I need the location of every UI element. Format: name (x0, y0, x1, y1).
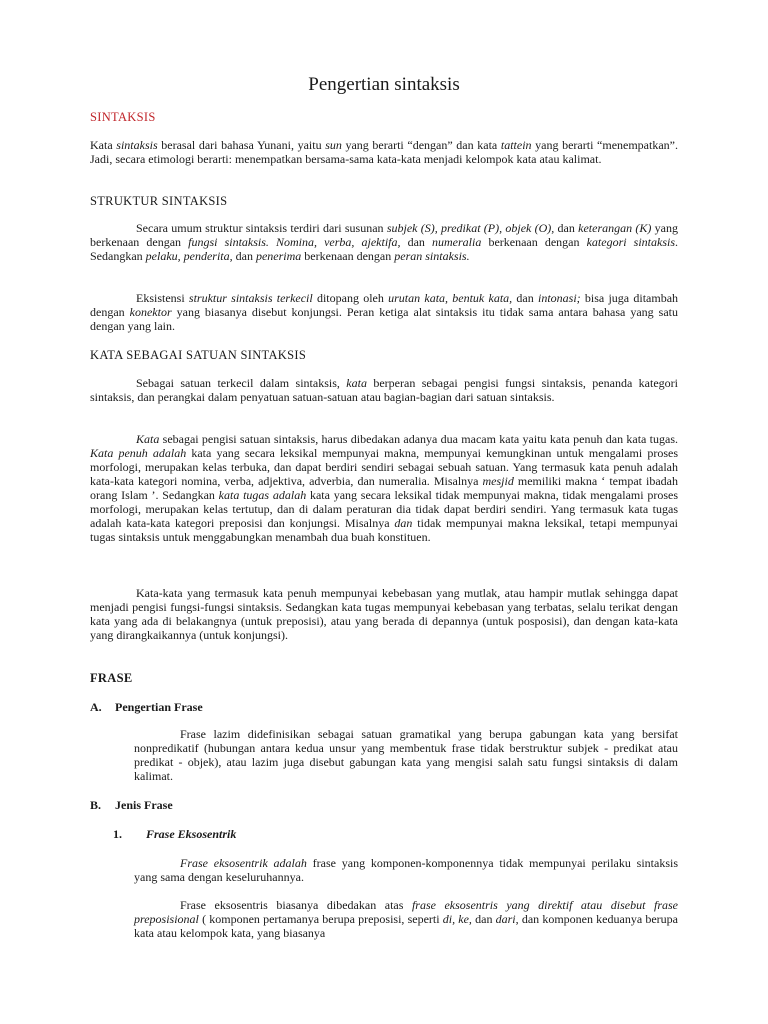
paragraph: Eksistensi struktur sintaksis terkecil ditopang oleh urutan kata, bentuk kata, dan intonasi; bisa juga ditambah dengan konektor yang biasanya disebut konjungsi. Peran ketiga alat sintaksis itu tidak sama antara bahasa yang satu dengan yang lain. (90, 291, 679, 333)
italic-term: peran sintaksis. (394, 249, 470, 263)
subheading-label: Frase Eksosentrik (146, 827, 237, 841)
paragraph: Sebagai satuan terkecil dalam sintaksis, kata berperan sebagai pengisi fungsi sintaksis, penanda kategori sintaksis, dan perangkai dalam penyatuan satuan-satuan atau bagian-bagian dari satuan sintaksis. (90, 376, 679, 404)
paragraph: Secara umum struktur sintaksis terdiri dari susunan subjek (S), predikat (P), objek (O), dan keterangan (K) yang berkenaan dengan fungsi sintaksis. Nomina, verba, ajektifa, dan numeralia berkenaan dengan kategori sintaksis. Sedangkan pelaku, penderita, dan penerima berkenaan dengan peran sintaksis. (90, 221, 679, 263)
italic-term: numeralia (432, 235, 482, 249)
italic-term: sun (325, 138, 342, 152)
italic-term: Frase eksosentrik adalah (180, 856, 307, 870)
subheading-number: B. (90, 798, 102, 812)
italic-term: dan (394, 516, 413, 530)
italic-term: keterangan (K) (578, 221, 652, 235)
subheading-label: Jenis Frase (115, 798, 173, 812)
italic-term: kata (346, 376, 367, 390)
subheading-number: 1. (113, 827, 122, 841)
subheading-jenis-frase (90, 797, 173, 813)
italic-term: urutan kata, bentuk kata, (388, 291, 513, 305)
paragraph: Kata sintaksis berasal dari bahasa Yunani, yaitu sun yang berarti “dengan” dan kata tattein yang berarti “menempatkan”. Jadi, secara etimologi berarti: menempatkan bersama-sama kata-kata menjadi kelompok kata atau kalimat. (90, 138, 678, 166)
italic-term: penerima (255, 249, 302, 263)
italic-term: kata tugas adalah (218, 488, 307, 502)
italic-term: intonasi; (537, 291, 581, 305)
italic-term: Kata penuh adalah (90, 446, 187, 460)
italic-term: struktur sintaksis terkecil (188, 291, 313, 305)
italic-term: konektor (129, 305, 172, 319)
italic-term: subjek (S), predikat (P), objek (O), (386, 221, 555, 235)
subheading-frase-eksosentrik (113, 826, 236, 842)
subheading-number: A. (90, 700, 102, 714)
italic-term: kategori sintaksis (586, 235, 676, 249)
italic-term: dari (495, 912, 516, 926)
italic-term: sintaksis (116, 138, 158, 152)
section-heading-sintaksis: SINTAKSIS (90, 110, 156, 124)
italic-term: di, ke, (442, 912, 472, 926)
paragraph: Frase eksosentris biasanya dibedakan atas frase eksosentris yang direktif atau disebut frase preposisional ( komponen pertamanya berupa preposisi, seperti di, ke, dan dari, dan komponen keduanya berupa kata atau kelompok kata, yang biasanya (134, 898, 678, 940)
paragraph: Kata sebagai pengisi satuan sintaksis, harus dibedakan adanya dua macam kata yaitu kata penuh dan kata tugas. Kata penuh adalah kata yang secara leksikal mempunyai makna, mempunyai kemungkinan untuk mengalami proses morfologi, merupakan kelas terbuka, dan dapat berdiri sendiri sebagai sebuah satuan. Yang termasuk kata penuh adalah kata-kata kategori nomina, verba, adjektiva, adverbia, dan numeralia. Misalnya mesjid memiliki makna ‘ tempat ibadah orang Islam ’. Sedangkan kata tugas adalah kata yang secara leksikal tidak mempunyai makna, tidak mengalami proses morfologi, merupakan kelas tertutup, dan di dalam peraturan dia tidak dapat berdiri sendiri. Yang termasuk kata tugas adalah kata-kata kategori preposisi dan konjungsi. Misalnya dan tidak mempunyai makna leksikal, tetapi mempunyai tugas sintaksis untuk menggabungkan menambah dua buah konstituen. (90, 432, 678, 544)
italic-term: frase eksosentris yang direktif atau disebut frase preposisional (134, 898, 678, 926)
paragraph: Frase lazim didefinisikan sebagai satuan gramatikal yang berupa gabungan kata yang bersifat nonpredikatif (hubungan antara kedua unsur yang membentuk frase tidak berstruktur subjek - predikat atau predikat - objek), atau lazim juga disebut gabungan kata yang mengisi salah satu fungsi sintaksis di dalam kalimat. (134, 727, 678, 783)
section-heading-frase: FRASE (90, 671, 133, 685)
italic-term: fungsi sintaksis. Nomina, verba, ajektifa, (188, 235, 401, 249)
italic-term: Kata (136, 432, 160, 446)
subheading-pengertian-frase (90, 699, 203, 715)
page-title: Pengertian sintaksis (308, 74, 460, 95)
subheading-label: Pengertian Frase (115, 700, 203, 714)
paragraph: Frase eksosentrik adalah frase yang komponen-komponennya tidak mempunyai perilaku sintaksis yang sama dengan keseluruhannya. (134, 856, 678, 884)
paragraph: Kata-kata yang termasuk kata penuh mempunyai kebebasan yang mutlak, atau hampir mutlak sehingga dapat menjadi pengisi fungsi-fungsi sintaksis. Sedangkan kata tugas mempunyai kebebasan yang terbatas, selalu terikat dengan kata yang ada di belakangnya (untuk preposisi), atau yang berada di depannya (untuk posposisi), dan dengan kata-kata yang dirangkaikannya (untuk konjungsi). (90, 586, 678, 642)
section-heading-struktur-sintaksis: STRUKTUR SINTAKSIS (90, 194, 228, 208)
section-heading-kata-sebagai-satuan-sintaksis: KATA SEBAGAI SATUAN SINTAKSIS (90, 348, 307, 362)
italic-term: tattein (500, 138, 532, 152)
italic-term: pelaku, penderita, (145, 249, 233, 263)
italic-term: mesjid (482, 474, 514, 488)
